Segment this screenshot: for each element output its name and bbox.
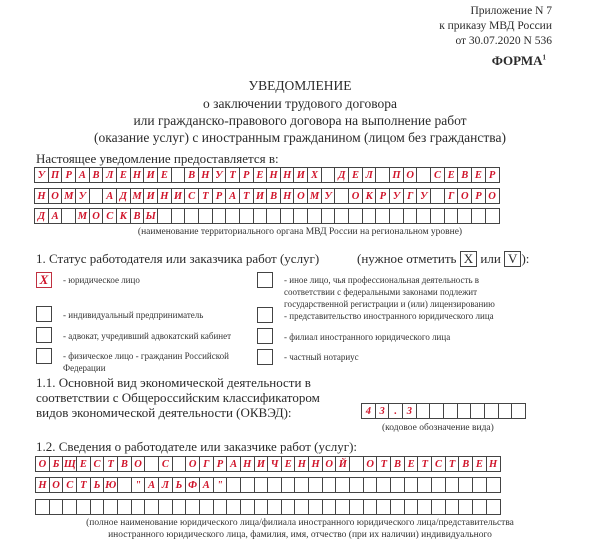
- doc-subtitle-1: о заключении трудового договора: [202, 96, 397, 111]
- letter-cell[interactable]: Л: [158, 477, 173, 493]
- letter-cell[interactable]: [416, 167, 431, 183]
- option-individual-citizen-label: - физическое лицо - гражданин Российской: [63, 351, 229, 361]
- recipient-caption: (наименование территориального органа МВД России на региональном уровне): [137, 227, 463, 237]
- status-hint: [357, 251, 529, 267]
- recipient-label: Настоящее уведомление предоставляется в:: [36, 151, 279, 166]
- letter-cell[interactable]: [171, 208, 186, 224]
- option-foreign-branch-label: - филиал иностранного юридического лица: [284, 332, 451, 342]
- letter-cell[interactable]: [431, 477, 446, 493]
- letter-cell[interactable]: [322, 477, 337, 493]
- letter-cell[interactable]: У: [75, 188, 90, 204]
- letter-cell[interactable]: [157, 208, 172, 224]
- option-other-label-2: соответствии с федеральными законами подлежит: [284, 287, 478, 297]
- letter-cell[interactable]: [308, 499, 323, 515]
- letter-cell[interactable]: [375, 167, 390, 183]
- letter-cell[interactable]: М: [61, 188, 76, 204]
- letter-cell[interactable]: 3: [375, 403, 390, 419]
- letter-cell[interactable]: Е: [472, 456, 487, 472]
- letter-cell[interactable]: [49, 499, 64, 515]
- letter-cell[interactable]: [294, 477, 309, 493]
- letter-cell[interactable]: [471, 208, 486, 224]
- letter-cell[interactable]: Н: [34, 188, 49, 204]
- letter-cell[interactable]: [308, 477, 323, 493]
- form-label-text: ФОРМА: [491, 53, 543, 68]
- letter-cell[interactable]: Б: [49, 456, 64, 472]
- letter-cell[interactable]: Т: [76, 477, 91, 493]
- letter-cell[interactable]: Н: [280, 167, 295, 183]
- letter-cell[interactable]: И: [253, 188, 268, 204]
- letter-cell[interactable]: Р: [485, 167, 500, 183]
- letter-cell[interactable]: [472, 499, 487, 515]
- letter-cell[interactable]: [485, 208, 500, 224]
- letter-cell[interactable]: С: [431, 456, 446, 472]
- letter-cell[interactable]: Ь: [90, 477, 105, 493]
- doc-subtitle-2: или гражданско-правового договора на выполнение работ: [133, 113, 467, 128]
- checkbox-lawyer[interactable]: [36, 327, 52, 343]
- checkbox-foreign-representative[interactable]: [257, 307, 273, 323]
- checkbox-notary[interactable]: [257, 349, 273, 365]
- letter-cell[interactable]: Р: [212, 188, 227, 204]
- letter-cell[interactable]: [117, 499, 132, 515]
- letter-cell[interactable]: С: [430, 167, 445, 183]
- letter-cell[interactable]: Т: [376, 456, 391, 472]
- letter-cell[interactable]: В: [458, 456, 473, 472]
- letter-cell[interactable]: Т: [445, 456, 460, 472]
- letter-cell[interactable]: А: [75, 167, 90, 183]
- letter-cell[interactable]: [171, 167, 186, 183]
- letter-cell[interactable]: О: [131, 456, 146, 472]
- letter-cell[interactable]: Н: [157, 188, 172, 204]
- letter-cell[interactable]: У: [321, 188, 336, 204]
- checkbox-foreign-branch[interactable]: [257, 328, 273, 344]
- letter-cell[interactable]: [280, 208, 295, 224]
- employer-row-2[interactable]: [35, 477, 499, 493]
- checkbox-legal-entity[interactable]: X: [36, 272, 52, 288]
- recipient-row-2[interactable]: [34, 188, 498, 204]
- letter-cell[interactable]: Н: [486, 456, 501, 472]
- letter-cell[interactable]: ": [213, 477, 228, 493]
- letter-cell[interactable]: И: [171, 188, 186, 204]
- letter-cell[interactable]: Р: [375, 188, 390, 204]
- letter-cell[interactable]: В: [130, 208, 145, 224]
- letter-cell[interactable]: [117, 477, 132, 493]
- letter-cell[interactable]: [445, 499, 460, 515]
- letter-cell[interactable]: [144, 456, 159, 472]
- letter-cell[interactable]: Е: [157, 167, 172, 183]
- letter-cell[interactable]: В: [457, 167, 472, 183]
- letter-cell[interactable]: [363, 477, 378, 493]
- letter-cell[interactable]: И: [143, 188, 158, 204]
- status-hint-or: или: [480, 251, 501, 266]
- letter-cell[interactable]: [293, 208, 308, 224]
- okved-label-2: соответствии с Общероссийским классификатором: [36, 390, 320, 405]
- letter-cell[interactable]: [226, 477, 241, 493]
- letter-cell[interactable]: В: [117, 456, 132, 472]
- letter-cell[interactable]: А: [225, 188, 240, 204]
- letter-cell[interactable]: Р: [239, 167, 254, 183]
- letter-cell[interactable]: [470, 403, 485, 419]
- option-other-label-1: - иное лицо, чья профессиональная деятельность в: [284, 275, 480, 285]
- letter-cell[interactable]: [281, 499, 296, 515]
- letter-cell[interactable]: [389, 208, 404, 224]
- hint-x-box: X: [460, 251, 477, 267]
- employer-caption-1: (полное наименование юридического лица/филиала иностранного юридического лица/представительства: [86, 518, 514, 528]
- letter-cell[interactable]: Е: [471, 167, 486, 183]
- letter-cell[interactable]: [172, 499, 187, 515]
- letter-cell[interactable]: [89, 188, 104, 204]
- letter-cell[interactable]: Й: [335, 456, 350, 472]
- letter-cell[interactable]: Е: [253, 167, 268, 183]
- letter-cell[interactable]: О: [35, 456, 50, 472]
- letter-cell[interactable]: О: [403, 167, 418, 183]
- appendix-line-2: к приказу МВД России: [439, 20, 552, 32]
- letter-cell[interactable]: [254, 499, 269, 515]
- letter-cell[interactable]: Р: [213, 456, 228, 472]
- letter-cell[interactable]: [334, 208, 349, 224]
- okved-label-3: видов экономической деятельности (ОКВЭД):: [36, 405, 292, 420]
- letter-cell[interactable]: [212, 208, 227, 224]
- letter-cell[interactable]: Л: [102, 167, 117, 183]
- letter-cell[interactable]: [185, 499, 200, 515]
- letter-cell[interactable]: [253, 208, 268, 224]
- letter-cell[interactable]: [486, 499, 501, 515]
- letter-cell[interactable]: М: [75, 208, 90, 224]
- letter-cell[interactable]: К: [362, 188, 377, 204]
- letter-cell[interactable]: С: [62, 477, 77, 493]
- letter-cell[interactable]: [404, 477, 419, 493]
- letter-cell[interactable]: [486, 477, 501, 493]
- letter-cell[interactable]: Н: [294, 456, 309, 472]
- letter-cell[interactable]: Е: [116, 167, 131, 183]
- letter-cell[interactable]: [294, 499, 309, 515]
- letter-cell[interactable]: [225, 208, 240, 224]
- letter-cell[interactable]: Е: [76, 456, 91, 472]
- letter-cell[interactable]: К: [116, 208, 131, 224]
- letter-cell[interactable]: [307, 208, 322, 224]
- letter-cell[interactable]: У: [389, 188, 404, 204]
- status-hint-prefix: (нужное отметить: [357, 251, 457, 266]
- option-other-label-3: государственной регистрации и (или) лицензированию: [284, 299, 495, 309]
- doc-title: УВЕДОМЛЕНИЕ: [248, 78, 352, 93]
- letter-cell[interactable]: [416, 403, 431, 419]
- letter-cell[interactable]: О: [485, 188, 500, 204]
- letter-cell[interactable]: [457, 208, 472, 224]
- letter-cell[interactable]: Е: [281, 456, 296, 472]
- letter-cell[interactable]: [429, 403, 444, 419]
- letter-cell[interactable]: О: [348, 188, 363, 204]
- letter-cell[interactable]: [375, 208, 390, 224]
- letter-cell[interactable]: [349, 477, 364, 493]
- okved-label-1: 1.1. Основной вид экономической деятельности в: [36, 375, 311, 390]
- letter-cell[interactable]: [239, 208, 254, 224]
- letter-cell[interactable]: [199, 499, 214, 515]
- letter-cell[interactable]: [198, 208, 213, 224]
- form-footnote: 1: [542, 53, 546, 62]
- letter-cell[interactable]: [416, 208, 431, 224]
- letter-cell[interactable]: Ю: [103, 477, 118, 493]
- letter-cell[interactable]: Т: [239, 188, 254, 204]
- letter-cell[interactable]: [445, 477, 460, 493]
- letter-cell[interactable]: [498, 403, 513, 419]
- letter-cell[interactable]: Д: [34, 208, 49, 224]
- letter-cell[interactable]: [158, 499, 173, 515]
- letter-cell[interactable]: А: [226, 456, 241, 472]
- letter-cell[interactable]: [349, 456, 364, 472]
- letter-cell[interactable]: [430, 188, 445, 204]
- letter-cell[interactable]: О: [89, 208, 104, 224]
- letter-cell[interactable]: П: [48, 167, 63, 183]
- letter-cell[interactable]: [226, 499, 241, 515]
- letter-cell[interactable]: [417, 499, 432, 515]
- letter-cell[interactable]: [213, 499, 228, 515]
- letter-cell[interactable]: [172, 456, 187, 472]
- letter-cell[interactable]: Г: [403, 188, 418, 204]
- letter-cell[interactable]: [35, 499, 50, 515]
- letter-cell[interactable]: Ф: [185, 477, 200, 493]
- option-legal-entity-label: - юридическое лицо: [63, 275, 140, 285]
- letter-cell[interactable]: Н: [198, 167, 213, 183]
- letter-cell[interactable]: Г: [199, 456, 214, 472]
- letter-cell[interactable]: 4: [361, 403, 376, 419]
- letter-cell[interactable]: И: [254, 456, 269, 472]
- letter-cell[interactable]: Г: [444, 188, 459, 204]
- letter-cell[interactable]: [281, 477, 296, 493]
- hint-v-box: V: [504, 251, 521, 267]
- letter-cell[interactable]: О: [48, 188, 63, 204]
- letter-cell[interactable]: М: [307, 188, 322, 204]
- letter-cell[interactable]: И: [143, 167, 158, 183]
- letter-cell[interactable]: У: [34, 167, 49, 183]
- letter-cell[interactable]: [444, 208, 459, 224]
- employer-label: 1.2. Сведения о работодателе или заказчике работ (услуг):: [36, 439, 358, 454]
- letter-cell[interactable]: [90, 499, 105, 515]
- letter-cell[interactable]: Н: [240, 456, 255, 472]
- letter-cell[interactable]: Р: [471, 188, 486, 204]
- letter-cell[interactable]: [458, 499, 473, 515]
- letter-cell[interactable]: [61, 208, 76, 224]
- letter-cell[interactable]: С: [158, 456, 173, 472]
- letter-cell[interactable]: Щ: [62, 456, 77, 472]
- letter-cell[interactable]: [131, 499, 146, 515]
- letter-cell[interactable]: Н: [308, 456, 323, 472]
- checkbox-individual-citizen[interactable]: [36, 348, 52, 364]
- option-individual-citizen-label-2: Федерации: [63, 363, 106, 373]
- employer-row-1[interactable]: [35, 456, 499, 472]
- letter-cell[interactable]: С: [102, 208, 117, 224]
- letter-cell[interactable]: Д: [116, 188, 131, 204]
- letter-cell[interactable]: [267, 477, 282, 493]
- letter-cell[interactable]: Л: [362, 167, 377, 183]
- letter-cell[interactable]: [349, 499, 364, 515]
- letter-cell[interactable]: Т: [103, 456, 118, 472]
- letter-cell[interactable]: 3: [402, 403, 417, 419]
- doc-subtitle-3: (оказание услуг) с иностранным гражданином (лицом без гражданства): [94, 130, 506, 145]
- employer-row-3[interactable]: [35, 499, 499, 515]
- okved-caption: (кодовое обозначение вида): [382, 423, 494, 433]
- letter-cell[interactable]: В: [184, 167, 199, 183]
- checkbox-other-licensed-person[interactable]: [257, 272, 273, 288]
- letter-cell[interactable]: Т: [417, 456, 432, 472]
- letter-cell[interactable]: А: [144, 477, 159, 493]
- checkbox-individual-entrepreneur[interactable]: [36, 306, 52, 322]
- letter-cell[interactable]: Н: [280, 188, 295, 204]
- letter-cell[interactable]: [321, 208, 336, 224]
- letter-cell[interactable]: [184, 208, 199, 224]
- letter-cell[interactable]: [484, 403, 499, 419]
- letter-cell[interactable]: В: [390, 456, 405, 472]
- letter-cell[interactable]: [348, 208, 363, 224]
- letter-cell[interactable]: Ы: [143, 208, 158, 224]
- letter-cell[interactable]: Н: [266, 167, 281, 183]
- letter-cell[interactable]: Е: [348, 167, 363, 183]
- letter-cell[interactable]: [404, 499, 419, 515]
- letter-cell[interactable]: [511, 403, 526, 419]
- letter-cell[interactable]: О: [457, 188, 472, 204]
- letter-cell[interactable]: [335, 499, 350, 515]
- letter-cell[interactable]: А: [102, 188, 117, 204]
- employer-caption-2: иностранного юридического лица, фамилия, имя, отчество (при их наличии) индивидуального: [108, 530, 492, 540]
- letter-cell[interactable]: В: [89, 167, 104, 183]
- letter-cell[interactable]: Т: [198, 188, 213, 204]
- okved-code-field[interactable]: [361, 403, 525, 419]
- letter-cell[interactable]: М: [130, 188, 145, 204]
- letter-cell[interactable]: .: [388, 403, 403, 419]
- letter-cell[interactable]: [266, 208, 281, 224]
- status-label: 1. Статус работодателя или заказчика работ (услуг): [36, 251, 320, 266]
- letter-cell[interactable]: [322, 499, 337, 515]
- letter-cell[interactable]: [76, 499, 91, 515]
- letter-cell[interactable]: [430, 208, 445, 224]
- option-foreign-representative-label: - представительство иностранного юридического лица: [284, 311, 494, 321]
- appendix-line-1: Приложение N 7: [470, 5, 552, 17]
- letter-cell[interactable]: [431, 499, 446, 515]
- form-label: [492, 53, 546, 69]
- letter-cell[interactable]: Р: [61, 167, 76, 183]
- letter-cell[interactable]: [472, 477, 487, 493]
- letter-cell[interactable]: [321, 167, 336, 183]
- letter-cell[interactable]: О: [293, 188, 308, 204]
- letter-cell[interactable]: Н: [130, 167, 145, 183]
- option-lawyer-label: - адвокат, учредивший адвокатский кабинет: [63, 331, 232, 341]
- letter-cell[interactable]: [403, 208, 418, 224]
- letter-cell[interactable]: [376, 499, 391, 515]
- recipient-row-3[interactable]: [34, 208, 498, 224]
- letter-cell[interactable]: Ч: [267, 456, 282, 472]
- letter-cell[interactable]: [362, 208, 377, 224]
- letter-cell[interactable]: ": [131, 477, 146, 493]
- letter-cell[interactable]: В: [266, 188, 281, 204]
- letter-cell[interactable]: С: [90, 456, 105, 472]
- letter-cell[interactable]: [363, 499, 378, 515]
- letter-cell[interactable]: [144, 499, 159, 515]
- letter-cell[interactable]: [376, 477, 391, 493]
- appendix-line-3: от 30.07.2020 N 536: [455, 35, 552, 47]
- letter-cell[interactable]: [457, 403, 472, 419]
- recipient-row-1[interactable]: [34, 167, 498, 183]
- letter-cell[interactable]: О: [49, 477, 64, 493]
- letter-cell[interactable]: О: [322, 456, 337, 472]
- letter-cell[interactable]: [334, 188, 349, 204]
- letter-cell[interactable]: А: [48, 208, 63, 224]
- letter-cell[interactable]: [458, 477, 473, 493]
- letter-cell[interactable]: [240, 477, 255, 493]
- letter-cell[interactable]: Н: [35, 477, 50, 493]
- letter-cell[interactable]: О: [363, 456, 378, 472]
- letter-cell[interactable]: [267, 499, 282, 515]
- letter-cell[interactable]: П: [389, 167, 404, 183]
- letter-cell[interactable]: [417, 477, 432, 493]
- letter-cell[interactable]: Т: [225, 167, 240, 183]
- letter-cell[interactable]: Е: [444, 167, 459, 183]
- letter-cell[interactable]: А: [199, 477, 214, 493]
- letter-cell[interactable]: [335, 477, 350, 493]
- letter-cell[interactable]: [62, 499, 77, 515]
- letter-cell[interactable]: [254, 477, 269, 493]
- letter-cell[interactable]: Е: [404, 456, 419, 472]
- letter-cell[interactable]: Ь: [172, 477, 187, 493]
- letter-cell[interactable]: [240, 499, 255, 515]
- letter-cell[interactable]: Д: [334, 167, 349, 183]
- letter-cell[interactable]: [103, 499, 118, 515]
- letter-cell[interactable]: [390, 477, 405, 493]
- letter-cell[interactable]: И: [293, 167, 308, 183]
- option-individual-entrepreneur-label: - индивидуальный предприниматель: [63, 310, 204, 320]
- letter-cell[interactable]: У: [416, 188, 431, 204]
- letter-cell[interactable]: [390, 499, 405, 515]
- letter-cell[interactable]: [443, 403, 458, 419]
- letter-cell[interactable]: О: [185, 456, 200, 472]
- status-hint-suffix: ):: [521, 251, 530, 266]
- option-notary-label: - частный нотариус: [284, 352, 359, 362]
- letter-cell[interactable]: С: [184, 188, 199, 204]
- letter-cell[interactable]: Х: [307, 167, 322, 183]
- letter-cell[interactable]: У: [212, 167, 227, 183]
